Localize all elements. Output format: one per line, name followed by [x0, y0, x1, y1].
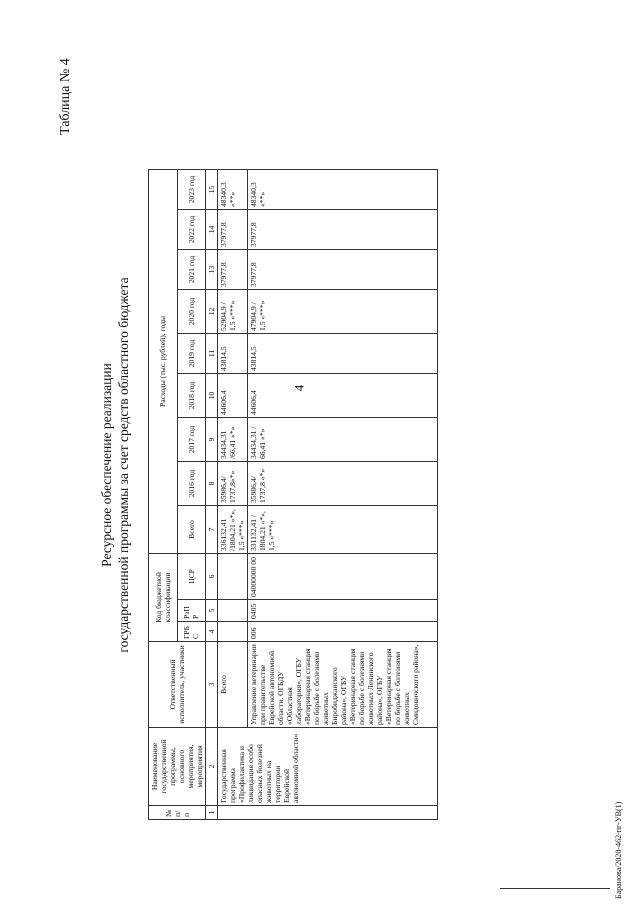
program-name: Государственная программа «Профилактика и ликвидация особо опасных болезней животных на территории Еврейской автономной области»	[218, 728, 438, 806]
total-2017: 34434,31 /66,41 «*»	[218, 418, 248, 462]
header-row-1	[149, 170, 178, 820]
title-line-1: Ресурсное обеспечение реализации	[99, 363, 114, 567]
col-number: 9	[206, 418, 218, 462]
department-sum: 331132,41 / 1804,21 «*», 1,5 «***»	[248, 506, 438, 554]
total-2016: 35986,4/ 1737,8«*»	[218, 462, 248, 506]
grbs-total	[218, 622, 248, 642]
grbs-department: 006	[248, 622, 438, 642]
header-grbs: ГРБ С	[177, 622, 206, 642]
header-2021: 2021 год	[177, 250, 206, 290]
header-2017: 2017 год	[177, 418, 206, 462]
total-2019: 43814,5	[218, 334, 248, 374]
col-number: 13	[206, 250, 218, 290]
department-2017: 34434,31 / 66,41 «*»	[248, 418, 438, 462]
csr-total	[218, 554, 248, 600]
total-2023: 48340,3 «**»	[218, 170, 248, 210]
rzpr-department: 0405	[248, 600, 438, 622]
resource-table	[148, 169, 438, 820]
col-number: 10	[206, 374, 218, 418]
department-2018: 44606,4	[248, 374, 438, 418]
col-number: 1	[206, 806, 218, 820]
department-2022: 37977,8	[248, 210, 438, 250]
header-2016: 2016 год	[177, 462, 206, 506]
document-code: Баранова/2020-462-пг-УВ(1)	[614, 801, 623, 899]
table-number: Таблица № 4	[58, 58, 73, 135]
department-2019: 43814,5	[248, 334, 438, 374]
header-num: № п/ п	[149, 806, 206, 820]
rzpr-total	[218, 600, 248, 622]
total-2018: 44606,4	[218, 374, 248, 418]
department-2021: 37977,8	[248, 250, 438, 290]
table-title	[98, 105, 132, 825]
responsible-department: Управление ветеринарии при правительстве Еврейской автономной области, ОГБДУ «Областная лаборатория», ОГБУ «Ветеринарная станция по борьбе с болезнями животных Биробиджанского района», ОГБУ «Ветеринарная станция по борьбе с болезнями животных Ленинского района», ОГБУ «Ветеринарная станция по борьбе с болезнями животных Смидовичского района»,	[248, 642, 438, 728]
col-number: 15	[206, 170, 218, 210]
header-rzpr: РзП Р	[177, 600, 206, 622]
col-number: 11	[206, 334, 218, 374]
col-number: 3	[206, 642, 218, 728]
page-number: 4	[291, 384, 307, 392]
department-2020: 47904,9 / 1,5 «***»	[248, 290, 438, 334]
col-number: 5	[206, 600, 218, 622]
header-total: Всего	[177, 506, 206, 554]
table-row-total	[218, 170, 248, 820]
header-2023: 2023 год	[177, 170, 206, 210]
header-2022: 2022 год	[177, 210, 206, 250]
department-2023: 48340,3 «**»	[248, 170, 438, 210]
col-number: 2	[206, 728, 218, 806]
header-csr: ЦСР	[177, 554, 206, 600]
title-line-2: государственной программы за счет средств областного бюджета	[116, 277, 131, 653]
header-budget-code: Код бюджетной классификации	[149, 554, 178, 642]
col-number: 6	[206, 554, 218, 600]
footer-divider	[500, 888, 610, 889]
total-2022: 37977,8	[218, 210, 248, 250]
header-2020: 2020 год	[177, 290, 206, 334]
col-number: 14	[206, 210, 218, 250]
header-name: Наименование государственной программы, основного мероприятия, мероприятия	[149, 728, 206, 806]
header-responsible: Ответственный исполнитель, участники	[149, 642, 206, 728]
col-number: 8	[206, 462, 218, 506]
col-number: 7	[206, 506, 218, 554]
header-2018: 2018 год	[177, 374, 206, 418]
total-sum: 336132,41 /1804,21 «*», 1,5 «***»	[218, 506, 248, 554]
department-2016: 35986,4/ 1737,8 «*»	[248, 462, 438, 506]
table-row-department	[248, 170, 438, 820]
header-2019: 2019 год	[177, 334, 206, 374]
header-expenses: Расходы (тыс. рублей), годы	[149, 170, 178, 554]
col-number: 4	[206, 622, 218, 642]
csr-department: 04000000 00	[248, 554, 438, 600]
row-number-cell	[218, 806, 438, 820]
total-2020: 52904,9 / 1,5 «***»	[218, 290, 248, 334]
col-number: 12	[206, 290, 218, 334]
responsible-total: Всего	[218, 642, 248, 728]
column-number-row	[206, 170, 218, 820]
total-2021: 37977,8	[218, 250, 248, 290]
